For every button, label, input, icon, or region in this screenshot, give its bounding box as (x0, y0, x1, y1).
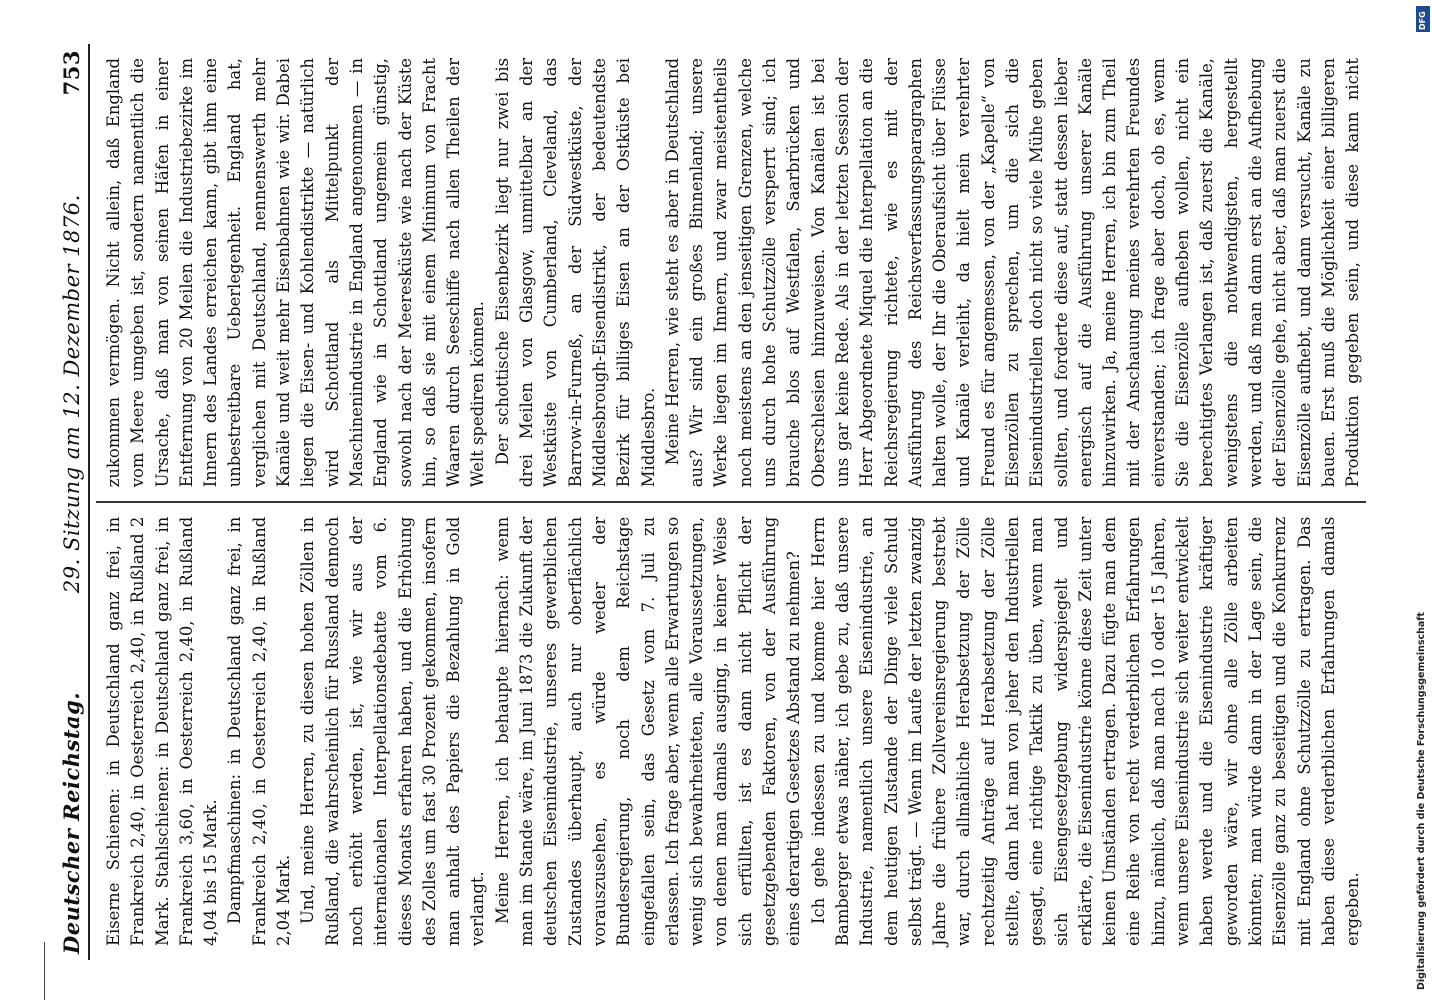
paragraph: Dampfmaschinen: in Deutschland ganz frei, in Frankreich 2,40, in Oesterreich 2,40, in Rußland 2,04 Mark. (225, 516, 294, 946)
margin-rule (44, 942, 45, 1000)
dfg-logo: DFG (1416, 6, 1430, 32)
left-column (96, 503, 1366, 960)
paragraph: Der schottische Eisenbezirk liegt nur zwei bis drei Meilen von Glasgow, unmittelbar an der Westküste von Cumberland, Cleveland, das Barrow-in-Furneß, an der Südwestküste, der Middlesbrough-Eisendistrikt, der bedeutendste Bezirk für billiges Eisen an der Ostküste bei Middlesbro. (492, 58, 658, 488)
paragraph: Und, meine Herren, zu diesen hohen Zöllen in Rußland, die wahrscheinlich für Russland dennoch noch erhöht werden, ist, wie wir aus der internationalen Interpellationsdebatte vom 6. dieses Monats erfahren haben, und die Erhöhung des Zolles um fast 30 Prozent gekommen, insofern man anhalt des Papiers die Bezahlung in Gold verlangt. (298, 516, 488, 946)
paragraph: Meine Herren, ich behaupte hiernach: wenn man im Stande wäre, im Juni 1873 die Zukunft der deutschen Eisenindustrie, unseres gewerblichen Zustandes überhaupt, auch nur oberflächlich vorauszusehen, es würde weder der Bundesregierung, noch dem Reichstage eingefallen sein, das Gesetz vom 7. Juli zu erlassen. Ich frage aber, wenn alle Erwartungen so wenig sich bewahrheiteten, alle Voraussetzungen, von denen man damals ausging, in keiner Weise sich erfüllten, ist es dann nicht Pflicht der gesetzgebenden Faktoren, von der Ausführung eines derartigen Gesetzes Abstand zu nehmen? (492, 516, 804, 946)
paragraph: Eiserne Schienen: in Deutschland ganz frei, in Frankreich 2,40, in Oesterreich 2,40, in Rußland 2 Mark. Stahlschienen: in Deutschland ganz frei, in Frankreich 3,60, in Oesterreich 2,40, in Rußland 4,04 bis 15 Mark. (104, 516, 221, 946)
page-number: 753 (59, 50, 84, 96)
paragraph: Meine Herren, wie steht es aber in Deutschland aus? Wir sind ein großes Binnenland; unsere Werke liegen im Innern, und zwar meistentheils noch meistens an den jenseitigen Grenzen, welche uns durch hohe Schutzzölle versperrt sind; ich brauche blos auf Westfalen, Saarbrücken und Oberschlesien hinzuweisen. Von Kanälen ist bei uns gar keine Rede. Als in der letzten Session der Herr Abgeordnete Miquel die Interpellation an die Reichsregierung richtete, wie es mit der Ausführung des Reichsverfassungsparagraphen halten wolle, der Ihr die Oberaufsicht über Flüsse und Kanäle verleiht, da hielt mein verehrter Freund es für angemessen, von der „Kapelle“ von Eisenzöllen zu sprechen, um die sich die Eisenindustriellen doch nicht so viele Mühe geben sollten, und forderte diese auf, statt dessen lieber energisch auf die Ausführung unserer Kanäle hinzuwirken. Ja, meine Herren, ich bin zum Theil mit der Anschauung meines verehrten Freundes einverstanden; ich frage aber doch, ob es, wenn Sie die Eisenzölle aufheben wollen, nicht ein berechtigtes Verlangen ist, daß zuerst die Kanäle, wenigstens die nothwendigsten, hergestellt werden, und daß man dann erst an die Aufhebung der Eisenzölle gehe, nicht aber, daß man zuerst die Eisenzölle aufhebt, und dann versucht, Kanäle zu bauen. Erst muß die Möglichkeit einer billigeren Produktion gegeben sein, und diese kann nicht (662, 58, 1363, 488)
page-header (40, 44, 90, 960)
paragraph: Ich gehe indessen zu und komme hier Herrn Bamberger etwas näher, ich gebe zu, daß unsere Industrie, namentlich unsere Eisenindustrie, an dem heutigen Zustande der Dinge viele Schuld selbst trägt. — Wenn im Laufe der letzten zwanzig Jahre die frühere Zollvereinsregierung bestrebt war, durch allmähliche Herabsetzung der Zölle rechtzeitig Anträge auf Herabsetzung der Zölle stellte, dann hat man von jeher den Industriellen gesagt, eine richtige Taktik zu üben, wenn man sich Eisengesetzgebung widerspiegelt und erklärte, die Eisenindustrie könne diese Zeit unter keinen Umständen ertragen. Dazu fügte man dem eine Reihe von recht verderblichen Erfahrungen hinzu, nämlich, daß man nach 10 oder 15 Jahren, wenn unsere Eisenindustrie sich weiter entwickelt haben werde und die Eisenindustrie kräftiger geworden wäre, wir ohne alle Zölle arbeiten könnten; man würde dann in der Lage sein, die Eisenzölle ganz zu beseitigen und die Konkurrenz mit England ohne Schutzzölle zu ertragen. Das haben diese verderblichen Erfahrungen damals ergeben. (808, 516, 1363, 946)
right-column (96, 44, 1366, 501)
paragraph: zukommen vermögen. Nicht allein, daß England vom Meere umgeben ist, sondern namentlich die Ursache, daß man von seinen Häfen in einer Entfernung von 20 Meilen die Industriebezirke im Innern des Landes erreichen kann, gibt ihm eine unbestreitbare Ueberlegenheit. England hat, verglichen mit Deutschland, nennenswerth mehr Kanäle und weit mehr Eisenbahnen wie wir. Dabei liegen die Eisen- und Kohlendistrikte — natürlich wird Schottland als Mittelpunkt der Maschinenindustrie in England angenommen — in England wie in Schottland ungemein günstig, sowohl nach der Meeresküste wie nach der Küste hin, so daß sie mit einem Minimum von Fracht Waaren durch Seeschiffe nach allen Theilen der Welt spediren können. (104, 58, 488, 488)
session-date: 29. Sitzung am 12. Dezember 1876. (60, 194, 84, 594)
digitization-note: Digitalisierung gefördert durch die Deutsche Forschungsgemeinschaft (1416, 612, 1427, 990)
text-columns (96, 44, 1366, 960)
column-divider (96, 501, 1366, 503)
journal-title: Deutscher Reichstag. (59, 691, 84, 954)
paragraph (1365, 517, 1366, 946)
